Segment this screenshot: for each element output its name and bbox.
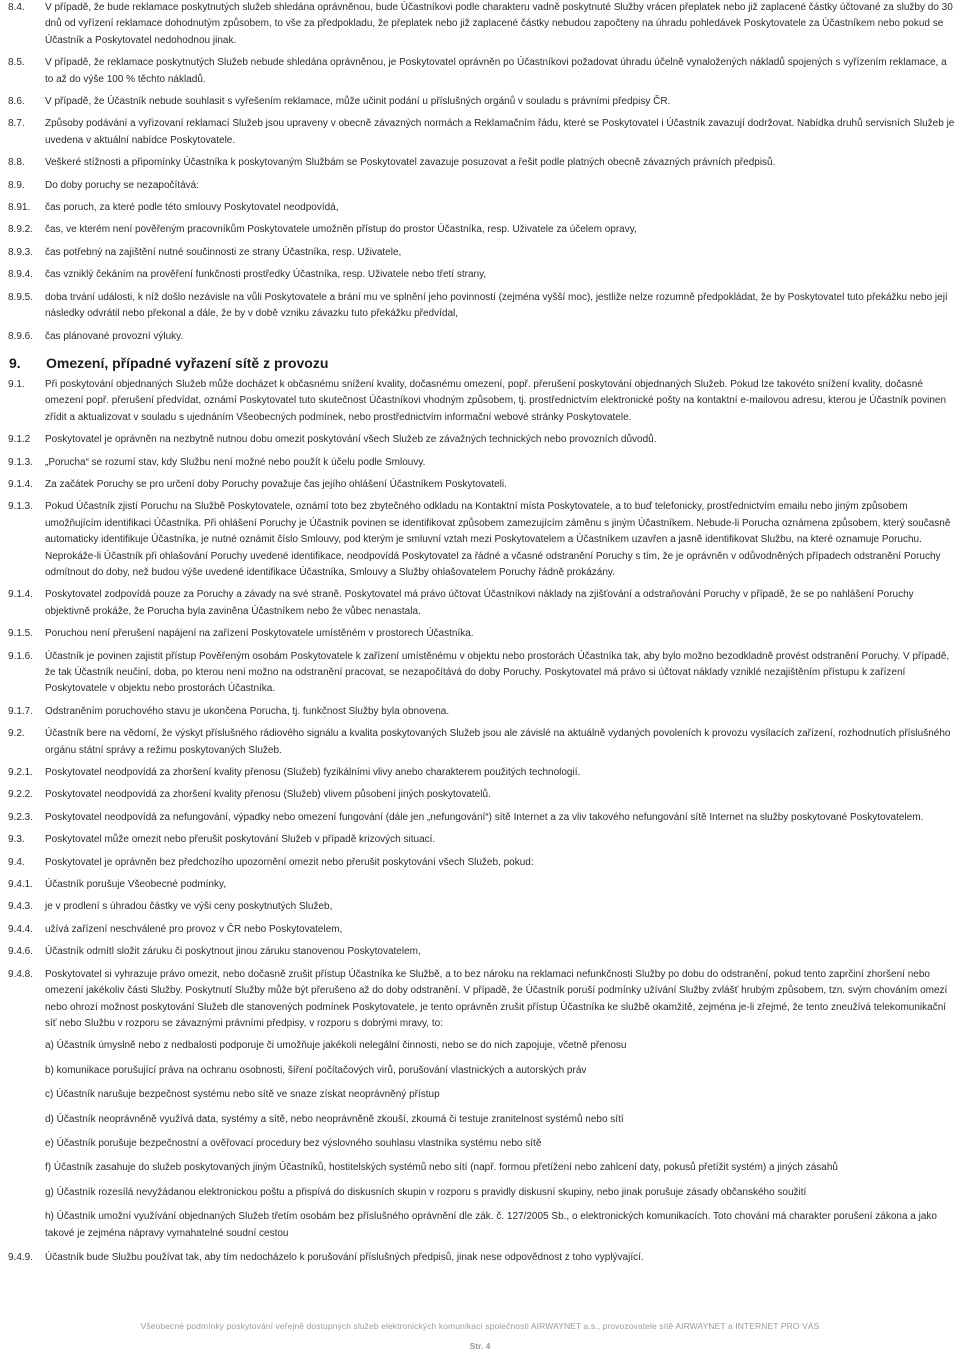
clause-number: 9.1.4. <box>8 478 34 490</box>
clause-text: Poskytovatel je oprávněn na nezbytně nutnou dobu omezit poskytování všech Služeb ze závažných technických nebo provozních důvodů. <box>45 434 657 446</box>
clause-number: 8.7. <box>8 118 25 130</box>
clause-text: Pokud Účastník zjistí Poruchu na Službě Poskytovatele, oznámí toto bez zbytečného odkladu na Kontaktní místa Poskytovatele, a to buď telefonicky, prostřednictvím emailu nebo jiným způsobem umožňujícím identifikaci Účastníka. Při ohlášení Poruchy je Účastník povinen se identifikovat způsobem zamezujícím záměnu s jiným Účastníkem. Nebude-li Porucha oznámena způsobem, který současně automaticky identifikuje Účastníka, je nutné oznámit číslo Smlouvy, pod kterým je smluvní vztah mezi Poskytovatelem a Účastníkem uzavřen a jasně identifikovat Službu, na které oznamuje Poruchu. Neprokáže-li Účastník při ohlašování Poruchy uvedené identifikace, neodpovídá Poskytovatel za řádné a včasné odstranění Poruchy s tím, že je oprávněn v odůvodněných případech odstranění Poruchy odmítnout do doby, než budou výše uvedené identifikace Účastníka, Smlouvy a Služby ohlašovatelem Poruchy řádně prokázány. <box>45 501 951 578</box>
clause-number: 9.3. <box>8 834 25 846</box>
clause-number: 9.2.1. <box>8 767 34 779</box>
clause-text: čas potřebný na zajištění nutné součinnosti ze strany Účastníka, resp. Uživatele, <box>45 246 402 258</box>
clause-number: 9.2.3. <box>8 811 34 823</box>
clause <box>8 1250 956 1266</box>
clause <box>8 787 956 803</box>
clause <box>8 626 956 642</box>
clause-text: Při poskytování objednaných Služeb může docházet k občasnému snížení kvality, dočasnému omezení, popř. přerušení poskytování objednaných Služeb. Pokud lze takovéto snížení kvality, dočasné omezení popř. přerušení předvídat, oznámí Poskytovatel tuto skutečnost Účastníkovi vhodným způsobem, tj. prostřednictvím elektronické pošty na kontaktní e-mailovou adresu, kterou je Účastník povinen zřídit a aktualizovat v souladu s ujednáním Všeobecných podmínek, nebo prostřednictvím informační webové stránky Poskytovatele. <box>45 378 947 423</box>
clause <box>8 116 956 149</box>
clause-number: 8.91. <box>8 202 31 214</box>
clause-number: 9.1.2 <box>8 434 31 446</box>
clause <box>8 877 956 893</box>
clause <box>8 944 956 960</box>
clause-number: 9.1.5. <box>8 628 34 640</box>
clause-text: doba trvání události, k níž došlo nezávisle na vůli Poskytovatele a brání mu ve splnění jeho povinností (zejména vyšší moc), jestliže nelze rozumně předpokládat, že by Poskytovatel tuto překážku nebo její následky odvrátil nebo překonal a dále, že by v době vzniku závazku tuto překážku předvídal, <box>45 291 948 320</box>
clause-text: Poruchou není přerušení napájení na zařízení Poskytovatele umístěném v prostorech Účastníka. <box>45 628 474 640</box>
clause-number: 9.2. <box>8 728 25 740</box>
clause <box>8 499 956 581</box>
violation-item: d) Účastník neoprávněně využívá data, systémy a sítě, nebo neoprávněně zkouší, zkoumá či testuje zranitelnost systémů nebo sítí <box>45 1113 624 1125</box>
violation-item: h) Účastník umožní využívání objednaných Služeb třetím osobám bez příslušného oprávnění dle zák. č. 127/2005 Sb., o elektronických komunikacích. Toto chování má charakter porušení zákona a jako takové je zejména nápravy vymahatelné soudní cestou <box>45 1211 937 1239</box>
clause-list-section-8 <box>8 0 956 345</box>
clause-number: 9.4.4. <box>8 923 34 935</box>
section-heading <box>8 353 956 373</box>
clause-number: 8.6. <box>8 96 25 108</box>
clause-text: Poskytovatel je oprávněn bez předchozího upozornění omezit nebo přerušit poskytování všech Služeb, pokud: <box>45 856 534 868</box>
violation-item: f) Účastník zasahuje do služeb poskytovaných jiným Účastníků, hostitelských systémů nebo sítí (např. formou přetížení nebo zahlcení daty, pokusů přetížit systém) a jiných zásahů <box>45 1162 838 1174</box>
violation-list <box>8 1038 956 1242</box>
clause-number: 9.4. <box>8 856 25 868</box>
clause <box>8 704 956 720</box>
clause-text: čas vzniklý čekáním na prověření funkčnosti prostředky Účastníka, resp. Uživatele nebo třetí strany, <box>45 269 487 281</box>
clause-list-section-9 <box>8 377 956 1032</box>
section-number: 9. <box>9 354 21 371</box>
clause-number: 8.9. <box>8 179 25 191</box>
clause-text: Účastník bude Službu používat tak, aby tím nedocházelo k porušování příslušných předpisů, jinak nese odpovědnost z toho vyplývající. <box>45 1251 644 1263</box>
violation-item: c) Účastník narušuje bezpečnost systému nebo sítě ve snaze získat neoprávněný přístup <box>45 1089 440 1101</box>
clause <box>8 922 956 938</box>
clause <box>8 477 956 493</box>
violation-item: g) Účastník rozesílá nevyžádanou elektronickou poštu a přispívá do diskusních skupin v rozporu s pravidly diskusní skupiny, nebo jinak porušuje zásady občanského soužití <box>45 1186 807 1198</box>
clause <box>8 245 956 261</box>
clause-number: 9.4.3. <box>8 901 34 913</box>
clause-number: 9.1.7. <box>8 705 34 717</box>
clause-text: V případě, že Účastník nebude souhlasit s vyřešením reklamace, může učinit podání u příslušných orgánů v souladu s právními předpisy ČR. <box>45 96 671 108</box>
clause-number: 8.5. <box>8 57 25 69</box>
clause <box>8 432 956 448</box>
section-title: Omezení, případné vyřazení sítě z provozu <box>46 354 329 371</box>
clause-text: Účastník odmítl složit záruku či poskytnout jinou záruku stanovenou Poskytovatelem, <box>45 946 421 958</box>
clause-text: Způsoby podávání a vyřizovaní reklamací Služeb jsou upraveny v obecně závazných normách a Reklamačním řádu, které se Poskytovatel i Účastník zavazují dodržovat. Nabídka druhů servisních Služeb je uvedena v aktuální nabídce Poskytovatele. <box>45 118 955 146</box>
clause-number: 8.9.6. <box>8 330 34 342</box>
clause-text: Veškeré stížnosti a připomínky Účastníka k poskytovaným Službám se Poskytovatel zavazuje posuzovat a řešit podle platných obecně závazných právních předpisů. <box>45 157 776 169</box>
clause-number: 9.4.1. <box>8 879 34 891</box>
clause-text: Poskytovatel může omezit nebo přerušit poskytování Služeb v případě krizových situací. <box>45 834 436 846</box>
clause-number: 8.9.5. <box>8 291 34 303</box>
clause-text: užívá zařízení neschválené pro provoz v ČR nebo Poskytovatelem, <box>45 923 343 935</box>
clause <box>8 649 956 698</box>
violation-item: a) Účastník úmyslně nebo z nedbalosti podporuje či umožňuje jakékoli nelegální činnosti, nebo se do nich zapojuje, včetně přenosu <box>45 1040 627 1052</box>
clause-number: 9.1.3. <box>8 456 34 468</box>
clause-number: 9.1.6. <box>8 650 34 662</box>
clause <box>8 155 956 171</box>
clause <box>8 899 956 915</box>
clause <box>8 200 956 216</box>
clause-text: Poskytovatel neodpovídá za nefungování, výpadky nebo omezení fungování (dále jen „nefungování“) sítě Internet a za vliv takového nefungování sítě Internet na služby poskytované Poskytovatelem. <box>45 811 924 823</box>
clause-number: 8.8. <box>8 157 25 169</box>
clause-number: 9.1.4. <box>8 589 34 601</box>
clause <box>8 55 956 88</box>
clause-text: čas, ve kterém není pověřeným pracovníkům Poskytovatele umožněn přístup do prostor Účastníka, resp. Uživatele za účelem opravy, <box>45 224 637 236</box>
clause-text: Účastník bere na vědomí, že výskyt příslušného rádiového signálu a kvalita poskytovaných Služeb jsou ale závislé na aktuálně vydaných povoleních k provozu vysílacích zařízení, rozhodnutích příslušného orgánu státní správy a režimu poskytovaných Služeb. <box>45 728 951 756</box>
clause-text: Poskytovatel neodpovídá za zhoršení kvality přenosu (Služeb) vlivem působení jiných poskytovatelů. <box>45 789 491 801</box>
clause <box>8 377 956 426</box>
clause-number: 8.9.3. <box>8 246 34 258</box>
clause-number: 8.9.2. <box>8 224 34 236</box>
clause-text: V případě, že bude reklamace poskytnutých služeb shledána oprávněnou, bude Účastníkovi podle charakteru vadně poskytnuté Služby vrácen přeplatek nebo již zaplacené částky účtované za služby do 30 dnů od vyřízení reklamace dohodnutým způsobem, to vše za předpokladu, že přeplatek nebo již zaplacené částky nebudou započteny na úhradu pohledávek Poskytovatele za Účastníkem nebo pokud se Účastník a Poskytovatel nedohodnou jinak. <box>45 2 953 46</box>
clause-text: čas poruch, za které podle této smlouvy Poskytovatel neodpovídá, <box>45 202 339 214</box>
clause <box>8 329 956 345</box>
clause-text: Poskytovatel zodpovídá pouze za Poruchy a závady na své straně. Poskytovatel má právo účtovat Účastníkovi náklady na zjišťování a odstraňování Poruchy v případě, že se po nahlášení Poruchy objektivně prokáže, že Porucha byla zaviněna Účastníkem nebo že vůbec nenastala. <box>45 589 914 617</box>
page-footer: Všeobecné podmínky poskytování veřejně dostupných služeb elektronických komunikací společnosti AIRWAYNET a.s., provozovatele sítě AIRWAYNET a INTERNET PRO VÁS <box>140 1321 820 1331</box>
clause <box>8 967 956 1033</box>
clause-number: 8.9.4. <box>8 269 34 281</box>
clause <box>8 267 956 283</box>
clause-text: je v prodlení s úhradou částky ve výši ceny poskytnutých Služeb, <box>45 901 333 913</box>
violation-item: e) Účastník porušuje bezpečnostní a ověřovací procedury bez výslovného souhlasu vlastníka systému nebo sítě <box>45 1137 542 1149</box>
clause <box>8 810 956 826</box>
clause <box>8 726 956 759</box>
clause <box>8 455 956 471</box>
clause <box>8 178 956 194</box>
clause-text: „Porucha“ se rozumí stav, kdy Službu není možné nebo použít k účelu podle Smlouvy. <box>45 456 426 468</box>
clause-text: Za začátek Poruchy se pro určení doby Poruchy považuje čas jejího ohlášení Účastníkem Poskytovateli. <box>45 478 507 490</box>
clause <box>8 765 956 781</box>
violation-item: b) komunikace porušující práva na ochranu osobnosti, šíření počítačových virů, porušování vlastnických a autorských práv <box>45 1064 587 1076</box>
clause-number: 9.1.3. <box>8 501 34 513</box>
clause-number: 9.4.6. <box>8 946 34 958</box>
clause-number: 8.4. <box>8 2 25 13</box>
clause <box>8 832 956 848</box>
clause-text: Účastník je povinen zajistit přístup Pověřeným osobám Poskytovatele k zařízení umístěnému v objektu nebo prostorách Účastníka tak, aby bylo možno bezodkladně provést odstranění Poruchy. V případě, že tak Účastník neučiní, doba, po kterou není možno na odstranění pracovat, se nezapočítává do doby Poruchy. Poskytovatel má právo si účtovat náklady vzniklé nezajištěním přístupu k zařízení Poskytovatele v objektu nebo prostorách Účastníka. <box>45 650 950 695</box>
clause <box>8 94 956 110</box>
clause-text: Poskytovatel neodpovídá za zhoršení kvality přenosu (Služeb) fyzikálními vlivy anebo charakterem použitých technologií. <box>45 767 581 779</box>
document-body <box>8 0 956 1272</box>
clause <box>8 0 956 49</box>
clause <box>8 587 956 620</box>
clause-text: V případě, že reklamace poskytnutých Služeb nebude shledána oprávněnou, je Poskytovatel oprávněn po Účastníkovi požadovat úhradu účelně vynaložených nákladů spojených s vyřízením reklamace, a to až do výše 100 % těchto nákladů. <box>45 57 947 85</box>
clause-text: čas plánované provozní výluky. <box>45 330 184 342</box>
page-number: Str. 4 <box>469 1341 491 1351</box>
clause-text: Odstraněním poruchového stavu je ukončena Porucha, tj. funkčnost Služby byla obnovena. <box>45 705 450 717</box>
clause-number: 9.1. <box>8 378 25 390</box>
clause <box>8 855 956 871</box>
clause-text: Poskytovatel si vyhrazuje právo omezit, nebo dočasně zrušit přístup Účastníka ke Službě, a to bez nároku na reklamaci nefunkčnosti Služby po dobu do odstranění, pokud tento zaprčiní zhoršení nebo omezení jakékoliv části Služby. Poskytnutí Služby může být přerušeno až do doby odstranění. V případě, že Účastník poruší podmínky užívání Služby zvlášť hrubým způsobem, tzn. svým chováním omezí nebo ohrozí možnost poskytování Služeb dle stanovených podmínek Poskytovatele, je tento oprávněn zrušit přístup Účastníka ke službě okamžitě, zejména je-li zřejmé, že tento zneužívá telekomunikační síť nebo Službu v rozporu se závaznými právními předpisy, v rozporu s dobrými mravy, to: <box>45 968 948 1029</box>
clause-text: Do doby poruchy se nezapočítává: <box>45 179 199 191</box>
clause-text: Účastník porušuje Všeobecné podmínky, <box>45 879 227 891</box>
clause-number: 9.4.9. <box>8 1251 34 1263</box>
clause-number: 9.2.2. <box>8 789 34 801</box>
clause-number: 9.4.8. <box>8 968 34 980</box>
clause <box>8 222 956 238</box>
clause <box>8 290 956 323</box>
